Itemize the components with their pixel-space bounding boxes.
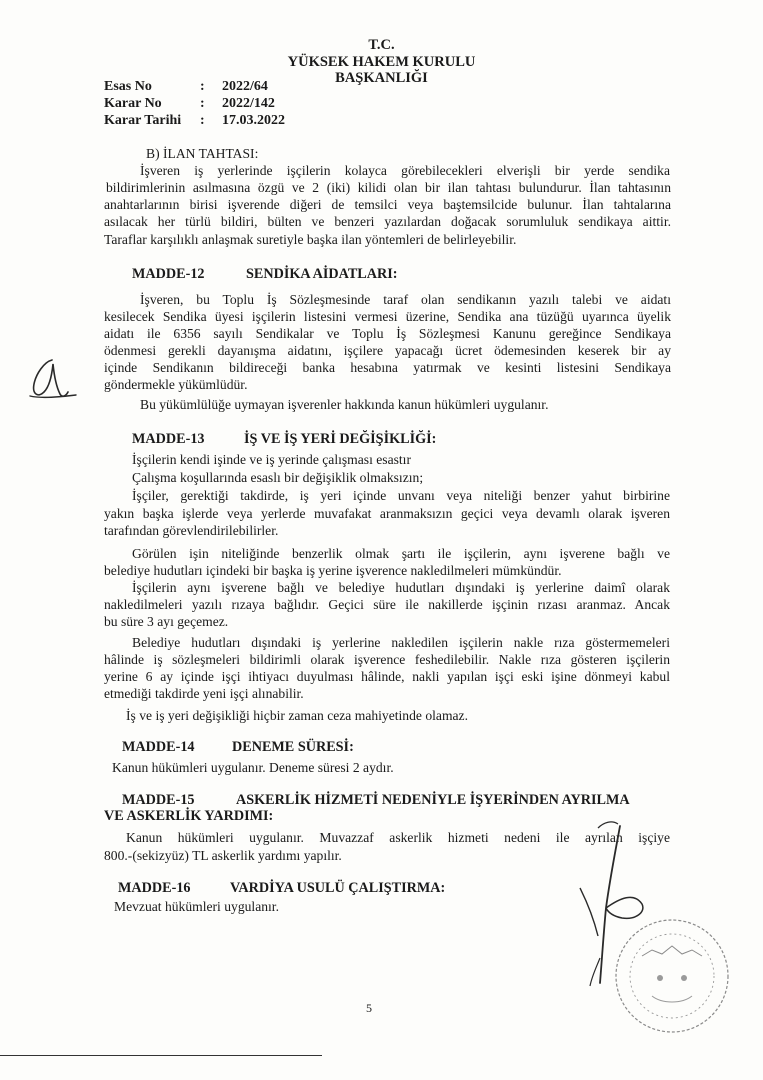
paragraph-line: Kanun hükümleri uygulanır. Deneme süresi 2 aydır. — [112, 760, 394, 775]
paragraph-line: tarafından görevlendirilebilirler. — [104, 523, 279, 538]
paragraph-line: içinde Sendikanın bildireceği banka hesabına yatırmak ve kesinti listesini Sendikaya — [104, 360, 671, 375]
article-15-heading-cont: VE ASKERLİK YARDIMI: — [104, 808, 274, 824]
section-b-heading: B) İLAN TAHTASI: — [146, 146, 259, 161]
paragraph-line: 800.-(sekizyüz) TL askerlik yardımı yapılır. — [104, 848, 342, 863]
article-number: MADDE-15 — [122, 792, 195, 808]
paragraph-line: yerine 6 ay içinde işçi ihtiyacı duyulması hâlinde, nakli yapılan işçi eski işine dönmeyi kabul — [104, 669, 670, 684]
official-seal-stamp — [612, 916, 732, 1036]
footer-divider — [0, 1055, 322, 1056]
paragraph-line: bu süre 3 ayı geçemez. — [104, 614, 229, 629]
case-info-value: 2022/142 — [222, 96, 275, 111]
paragraph-line: İşçilerin aynı işverene bağlı ve belediye hudutları dışındaki iş yerlerine daimî olarak — [132, 580, 670, 595]
paragraph-line: Belediye hudutları dışındaki iş yerlerine nakledilen işçilerin nakle rıza göstermemeleri — [132, 635, 670, 650]
article-title: ASKERLİK HİZMETİ NEDENİYLE İŞYERİNDEN AYRILMA — [236, 792, 630, 808]
handwritten-initial-mark — [22, 352, 82, 410]
paragraph-line: anahtarlarının birisi işverende diğeri de temsilci veya baştemsilcide bulunur. İlan tahtalarına — [104, 197, 671, 212]
article-title: VARDİYA USULÜ ÇALIŞTIRMA: — [230, 880, 446, 896]
article-number: MADDE-13 — [132, 431, 205, 447]
paragraph-line: göndermekle yükümlüdür. — [104, 377, 248, 392]
case-info-sep: : — [200, 113, 205, 128]
paragraph-line: etmediği takdirde yeni işçi alınabilir. — [104, 686, 304, 701]
case-info-karar — [104, 96, 275, 112]
case-info-sep: : — [200, 79, 205, 94]
paragraph-line: aidatı ile 6356 sayılı Sendikalar ve Toplu İş Sözleşmesi Kanunu gereğince Sendikaya — [104, 326, 671, 341]
case-info-esas — [104, 79, 268, 95]
paragraph-line: Taraflar karşılıklı anlaşmak suretiyle başka ilan yöntemleri de belirleyebilir. — [104, 232, 517, 247]
article-title: DENEME SÜRESİ: — [232, 739, 354, 755]
article-title: SENDİKA AİDATLARI: — [246, 266, 398, 282]
case-info-label: Esas No — [104, 79, 152, 94]
paragraph-line: yakın başka işlerde veya yerlerde muvafakat aranmaksızın geçici veya devamlı olarak işveren — [104, 506, 670, 521]
paragraph-line: bildirimlerinin asılmasına özgü ve 2 (iki) kilidi olan bir ilan tahtası bulundurur. İlan tahtasının — [106, 180, 671, 195]
paragraph-line: hâlinde iş sözleşmeleri bildirimli olarak işverence feshedilebilir. Nakle rıza gösteren işçilerin — [104, 652, 670, 667]
header-tc: T.C. — [368, 37, 395, 53]
paragraph-line: Bu yükümlülüğe uymayan işverenler hakkında kanun hükümleri uygulanır. — [140, 397, 549, 412]
case-info-label: Karar No — [104, 96, 162, 111]
paragraph-line: İşçiler, gerektiği takdirde, iş yeri içinde unvanı veya niteliği benzer yahut birbirine — [132, 488, 670, 503]
header-institution: YÜKSEK HAKEM KURULU — [287, 54, 476, 70]
case-info-value: 2022/64 — [222, 79, 268, 94]
paragraph-line: İş ve iş yeri değişikliği hiçbir zaman ceza mahiyetinde olamaz. — [126, 708, 468, 723]
paragraph-line: Görülen işin niteliğinde benzerlik olmak şartı ile işçilerin, aynı işverene bağlı ve — [132, 546, 670, 561]
paragraph-line: İşveren iş yerlerinde işçilerin kolayca görebilecekleri elverişli bir yerde sendika — [140, 163, 670, 178]
paragraph-line: nakledilmeleri yazılı rızaya bağlıdır. Geçici süre ile nakillerde işçinin rızası aranmaz. Ancak — [104, 597, 670, 612]
paragraph-line: Kanun hükümleri uygulanır. Muvazzaf askerlik hizmeti nedeni ile ayrılan işçiye — [126, 830, 670, 845]
paragraph-line: Mevzuat hükümleri uygulanır. — [114, 899, 279, 914]
paragraph-line: İşçilerin kendi işinde ve iş yerinde çalışması esastır — [132, 452, 411, 467]
header-presidency: BAŞKANLIĞI — [335, 70, 428, 86]
case-info-label: Karar Tarihi — [104, 113, 182, 128]
case-info-value: 17.03.2022 — [222, 113, 285, 128]
paragraph-line: İşveren, bu Toplu İş Sözleşmesinde taraf olan sendikanın yazılı talebi ve aidatı — [140, 292, 671, 307]
article-number: MADDE-16 — [118, 880, 191, 896]
page-number: 5 — [366, 1001, 372, 1015]
article-number: MADDE-14 — [122, 739, 195, 755]
case-info-tarih — [104, 113, 285, 129]
paragraph-line: Çalışma koşullarında esaslı bir değişiklik olmaksızın; — [132, 470, 424, 485]
paragraph-line: asılacak her türlü bildiri, bülten ve benzeri yazılardan doğacak sorumluluk sendikaya aittir. — [104, 214, 671, 229]
paragraph-line: belediye hudutları içindeki bir başka iş yerine işverence nakledilmeleri mümkündür. — [104, 563, 562, 578]
article-number: MADDE-12 — [132, 266, 205, 282]
paragraph-line: ödenmesi gerekli dayanışma aidatını, işçilere yapacağı ücret ödemesinden keserek bir ay — [104, 343, 671, 358]
article-title: İŞ VE İŞ YERİ DEĞİŞİKLİĞİ: — [244, 431, 437, 447]
case-info-sep: : — [200, 96, 205, 111]
paragraph-line: kesilecek Sendika üyesi işçilerin listesini vermesi üzerine, Sendika ana tüzüğü uyarınca üyelik — [104, 309, 671, 324]
